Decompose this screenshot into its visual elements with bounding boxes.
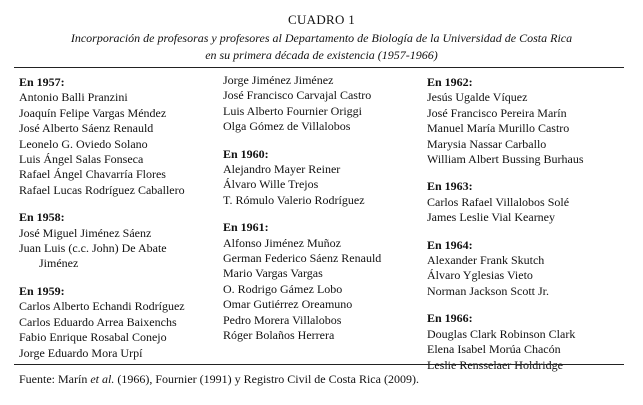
year-group xyxy=(19,284,219,361)
year-heading: En 1958: xyxy=(19,210,65,225)
year-heading: En 1966: xyxy=(427,311,473,326)
person-name: Jorge Eduardo Mora Urpí xyxy=(19,345,143,360)
person-name: José Francisco Carvajal Castro xyxy=(223,88,372,103)
year-heading: En 1962: xyxy=(427,75,473,89)
person-name: Antonio Balli Pranzini xyxy=(19,90,128,105)
year-heading: En 1959: xyxy=(19,283,65,298)
top-rule xyxy=(14,67,624,68)
person-name: James Leslie Vial Kearney xyxy=(427,210,556,225)
person-name: German Federico Sáenz Renauld xyxy=(223,251,382,266)
person-name: Jesús Ugalde Víquez xyxy=(427,90,528,105)
person-name: Rafael Lucas Rodríguez Caballero xyxy=(19,182,185,197)
person-name: Manuel María Murillo Castro xyxy=(427,121,570,136)
source-suffix: (1966), Fournier (1991) y Registro Civil de Costa Rica (2009). xyxy=(114,372,419,386)
person-name: Luis Ángel Salas Fonseca xyxy=(19,152,144,167)
person-name: Omar Gutiérrez Oreamuno xyxy=(223,297,353,312)
person-name: Leslie Rensselaer Holdridge xyxy=(427,357,563,372)
column-3 xyxy=(427,75,627,385)
person-name: Douglas Clark Robinson Clark xyxy=(427,326,576,341)
person-name: Carlos Eduardo Arrea Baixenchs xyxy=(19,314,177,329)
person-name: Pedro Morera Villalobos xyxy=(223,312,342,327)
year-group xyxy=(427,179,627,225)
person-name: Alexander Frank Skutch xyxy=(427,253,545,268)
year-group xyxy=(223,147,423,209)
person-name: O. Rodrigo Gámez Lobo xyxy=(223,281,343,296)
source-note xyxy=(19,372,419,387)
subtitle-line-1: Incorporación de profesoras y profesores al Departamento de Biología de la Universidad de Costa Rica xyxy=(70,31,573,45)
year-heading: En 1964: xyxy=(427,237,473,252)
person-name: José Miguel Jiménez Sáenz xyxy=(19,225,152,240)
person-name: Mario Vargas Vargas xyxy=(223,266,323,281)
person-name: William Albert Bussing Burhaus xyxy=(427,152,584,167)
year-heading: En 1960: xyxy=(223,146,269,161)
person-name: Olga Gómez de Villalobos xyxy=(223,119,351,134)
year-group xyxy=(223,220,423,343)
person-name: T. Rómulo Valerio Rodríguez xyxy=(223,192,365,207)
person-name: Alfonso Jiménez Muñoz xyxy=(223,235,341,250)
person-name: José Francisco Pereira Marín xyxy=(427,105,567,120)
person-name: Fabio Enrique Rosabal Conejo xyxy=(19,330,167,345)
person-name: Róger Bolaños Herrera xyxy=(223,328,335,343)
year-group xyxy=(427,75,627,167)
person-name: Carlos Rafael Villalobos Solé xyxy=(427,194,570,209)
person-name: Carlos Alberto Echandi Rodríguez xyxy=(19,299,185,314)
person-name: Elena Isabel Morúa Chacón xyxy=(427,342,561,357)
person-name: Joaquín Felipe Vargas Méndez xyxy=(19,105,167,120)
column-2 xyxy=(223,75,423,356)
source-prefix: Fuente: Marín xyxy=(19,372,91,386)
person-name: Alejandro Mayer Reiner xyxy=(223,162,341,177)
person-name: Álvaro Wille Trejos xyxy=(223,177,319,192)
person-name: Norman Jackson Scott Jr. xyxy=(427,283,549,298)
column-1 xyxy=(19,75,219,373)
person-name: Jorge Jiménez Jiménez xyxy=(223,73,334,87)
table-subtitle xyxy=(0,30,643,64)
subtitle-line-2: en su primera década de existencia (1957-1966) xyxy=(205,48,438,62)
year-heading: En 1957: xyxy=(19,75,65,89)
source-italic: et al. xyxy=(90,372,115,386)
bottom-rule xyxy=(14,364,624,365)
person-name: Marysia Nassar Carballo xyxy=(427,136,547,151)
year-group xyxy=(19,75,219,198)
person-name: Juan Luis (c.c. John) De Abate xyxy=(19,241,167,256)
year-group xyxy=(19,210,219,272)
person-name: Luis Alberto Fournier Origgi xyxy=(223,103,362,118)
person-name: Rafael Ángel Chavarría Flores xyxy=(19,167,166,182)
year-group xyxy=(223,73,423,135)
person-name: Jiménez xyxy=(39,256,79,271)
year-heading: En 1963: xyxy=(427,179,473,194)
table-title: CUADRO 1 xyxy=(287,12,356,27)
person-name: Leonelo G. Oviedo Solano xyxy=(19,136,148,151)
person-name: Álvaro Yglesias Vieto xyxy=(427,268,533,283)
year-group xyxy=(427,238,627,300)
person-name: José Alberto Sáenz Renauld xyxy=(19,121,154,136)
year-heading: En 1961: xyxy=(223,220,269,235)
